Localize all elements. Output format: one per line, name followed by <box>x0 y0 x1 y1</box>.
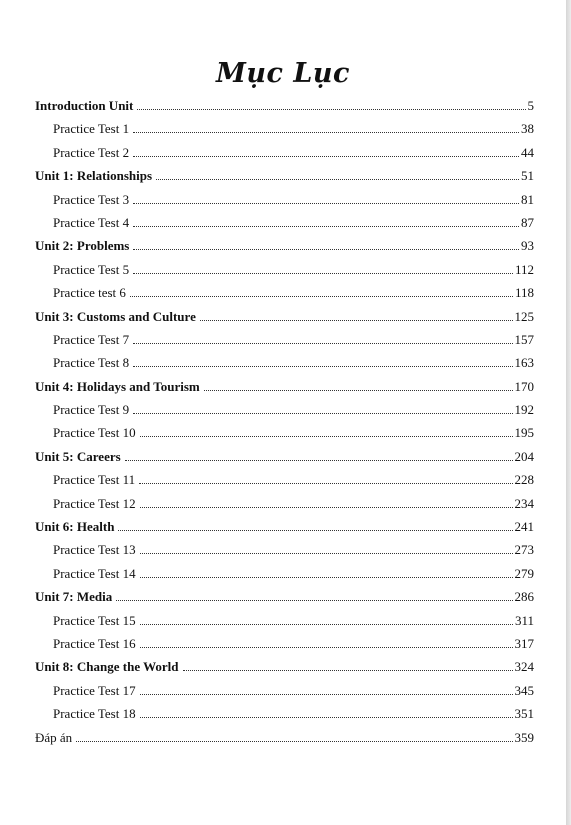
toc-entry[interactable] <box>35 449 534 472</box>
toc-entry[interactable] <box>35 192 534 215</box>
dot-leader <box>130 296 513 297</box>
toc-entry-label: Practice Test 10 <box>53 425 136 441</box>
toc-entry-page-number: 192 <box>514 402 534 418</box>
toc-entry[interactable] <box>35 355 534 378</box>
toc-entry[interactable] <box>35 262 534 285</box>
dot-leader <box>140 624 513 625</box>
toc-entry[interactable] <box>35 168 534 191</box>
toc-entry[interactable] <box>35 379 534 402</box>
toc-entry[interactable] <box>35 659 534 682</box>
dot-leader <box>133 249 519 250</box>
toc-entry[interactable] <box>35 238 534 261</box>
toc-entry-label: Unit 2: Problems <box>35 238 130 254</box>
dot-leader <box>183 670 513 671</box>
dot-leader <box>76 741 512 742</box>
toc-entry-page-number: 204 <box>514 448 534 464</box>
toc-entry[interactable] <box>35 285 534 308</box>
toc-entry-page-number: 51 <box>521 168 534 184</box>
toc-entry-page-number: 228 <box>514 472 534 488</box>
toc-entry-label: Practice Test 4 <box>53 214 130 230</box>
toc-entry-label: Practice Test 18 <box>53 706 136 722</box>
toc-entry-label: Practice Test 12 <box>53 495 136 511</box>
toc-entry-page-number: 359 <box>514 729 534 745</box>
toc-entry[interactable] <box>35 566 534 589</box>
toc-entry-page-number: 118 <box>514 285 534 301</box>
dot-leader <box>133 156 519 157</box>
toc-entry-page-number: 125 <box>514 308 534 324</box>
dot-leader <box>139 483 512 484</box>
dot-leader <box>140 553 513 554</box>
toc-entry-label: Practice Test 15 <box>53 612 136 628</box>
toc-entry[interactable] <box>35 472 534 495</box>
dot-leader <box>140 694 513 695</box>
toc-entry-label: Practice Test 9 <box>53 402 130 418</box>
toc-entry[interactable] <box>35 589 534 612</box>
toc-entry-page-number: 234 <box>514 495 534 511</box>
toc-entry[interactable] <box>35 98 534 121</box>
toc-entry[interactable] <box>35 121 534 144</box>
toc-entry-label: Practice Test 13 <box>53 542 136 558</box>
toc-entry-label: Unit 7: Media <box>35 589 113 605</box>
toc-entry-page-number: 112 <box>514 261 534 277</box>
dot-leader <box>140 436 513 437</box>
toc-entry-label: Practice Test 7 <box>53 331 130 347</box>
toc-entry[interactable] <box>35 683 534 706</box>
toc-entry-label: Practice Test 3 <box>53 191 130 207</box>
toc-entry-page-number: 5 <box>527 98 534 113</box>
toc-entry-label: Unit 1: Relationships <box>35 168 153 184</box>
toc-entry-label: Introduction Unit <box>35 98 134 113</box>
dot-leader <box>133 413 512 414</box>
toc-entry-label: Đáp án <box>35 729 73 745</box>
toc-entry-page-number: 195 <box>514 425 534 441</box>
toc-entry-page-number: 163 <box>514 355 534 371</box>
toc-entry-label: Unit 5: Careers <box>35 448 121 464</box>
toc-entry-label: Unit 8: Change the World <box>35 659 179 675</box>
toc-entry-page-number: 241 <box>514 519 534 535</box>
page-edge-scrollbar[interactable] <box>566 0 571 825</box>
dot-leader <box>137 109 525 110</box>
toc-entry-page-number: 279 <box>514 565 534 581</box>
toc-entry[interactable] <box>35 636 534 659</box>
toc-entry-page-number: 324 <box>514 659 534 675</box>
toc-entry[interactable] <box>35 706 534 729</box>
toc-entry-label: Practice Test 8 <box>53 355 130 371</box>
toc-entry-page-number: 44 <box>521 144 534 160</box>
toc-title: Mục Lục <box>216 58 350 89</box>
dot-leader <box>133 132 519 133</box>
toc-entry-page-number: 286 <box>514 589 534 605</box>
toc-entry-page-number: 93 <box>521 238 534 254</box>
toc-entry-page-number: 157 <box>514 331 534 347</box>
dot-leader <box>133 226 519 227</box>
dot-leader <box>204 390 513 391</box>
toc-entry[interactable] <box>35 496 534 519</box>
dot-leader <box>140 577 513 578</box>
toc-entry-page-number: 317 <box>514 635 534 651</box>
toc-entry-page-number: 345 <box>514 682 534 698</box>
dot-leader <box>200 320 513 321</box>
dot-leader <box>140 647 513 648</box>
toc-entry[interactable] <box>35 613 534 636</box>
dot-leader <box>140 717 513 718</box>
toc-entry-label: Unit 3: Customs and Culture <box>35 308 196 324</box>
toc-entry[interactable] <box>35 402 534 425</box>
toc-entry[interactable] <box>35 730 534 753</box>
dot-leader <box>133 343 512 344</box>
toc-entry-page-number: 87 <box>521 214 534 230</box>
toc-entry-label: Practice Test 16 <box>53 635 136 651</box>
toc-entry[interactable] <box>35 425 534 448</box>
toc-entry-label: Practice Test 17 <box>53 682 136 698</box>
dot-leader <box>116 600 512 601</box>
toc-entry-label: Practice Test 14 <box>53 565 136 581</box>
dot-leader <box>140 507 513 508</box>
toc-entry-page-number: 170 <box>514 378 534 394</box>
toc-entry-label: Unit 6: Health <box>35 519 115 535</box>
toc-entry-page-number: 81 <box>521 191 534 207</box>
toc-entry-label: Practice Test 1 <box>53 121 130 137</box>
toc-entry-label: Practice Test 2 <box>53 144 130 160</box>
dot-leader <box>118 530 512 531</box>
toc-entry-label: Practice test 6 <box>53 285 126 301</box>
toc-entry[interactable] <box>35 332 534 355</box>
toc-entry[interactable] <box>35 215 534 238</box>
dot-leader <box>133 203 519 204</box>
toc-entry[interactable] <box>35 519 534 542</box>
toc-entry-label: Practice Test 5 <box>53 261 130 277</box>
dot-leader <box>156 179 519 180</box>
toc-entry-label: Practice Test 11 <box>53 472 136 488</box>
toc-entry-page-number: 311 <box>514 612 534 628</box>
toc-entry-page-number: 351 <box>514 706 534 722</box>
toc-entry[interactable] <box>35 309 534 332</box>
dot-leader <box>133 273 513 274</box>
dot-leader <box>125 460 513 461</box>
toc-entry-page-number: 38 <box>521 121 534 137</box>
table-of-contents <box>35 98 534 753</box>
toc-entry[interactable] <box>35 145 534 168</box>
toc-entry-label: Unit 4: Holidays and Tourism <box>35 378 200 394</box>
dot-leader <box>133 366 512 367</box>
toc-entry-page-number: 273 <box>514 542 534 558</box>
toc-entry[interactable] <box>35 542 534 565</box>
